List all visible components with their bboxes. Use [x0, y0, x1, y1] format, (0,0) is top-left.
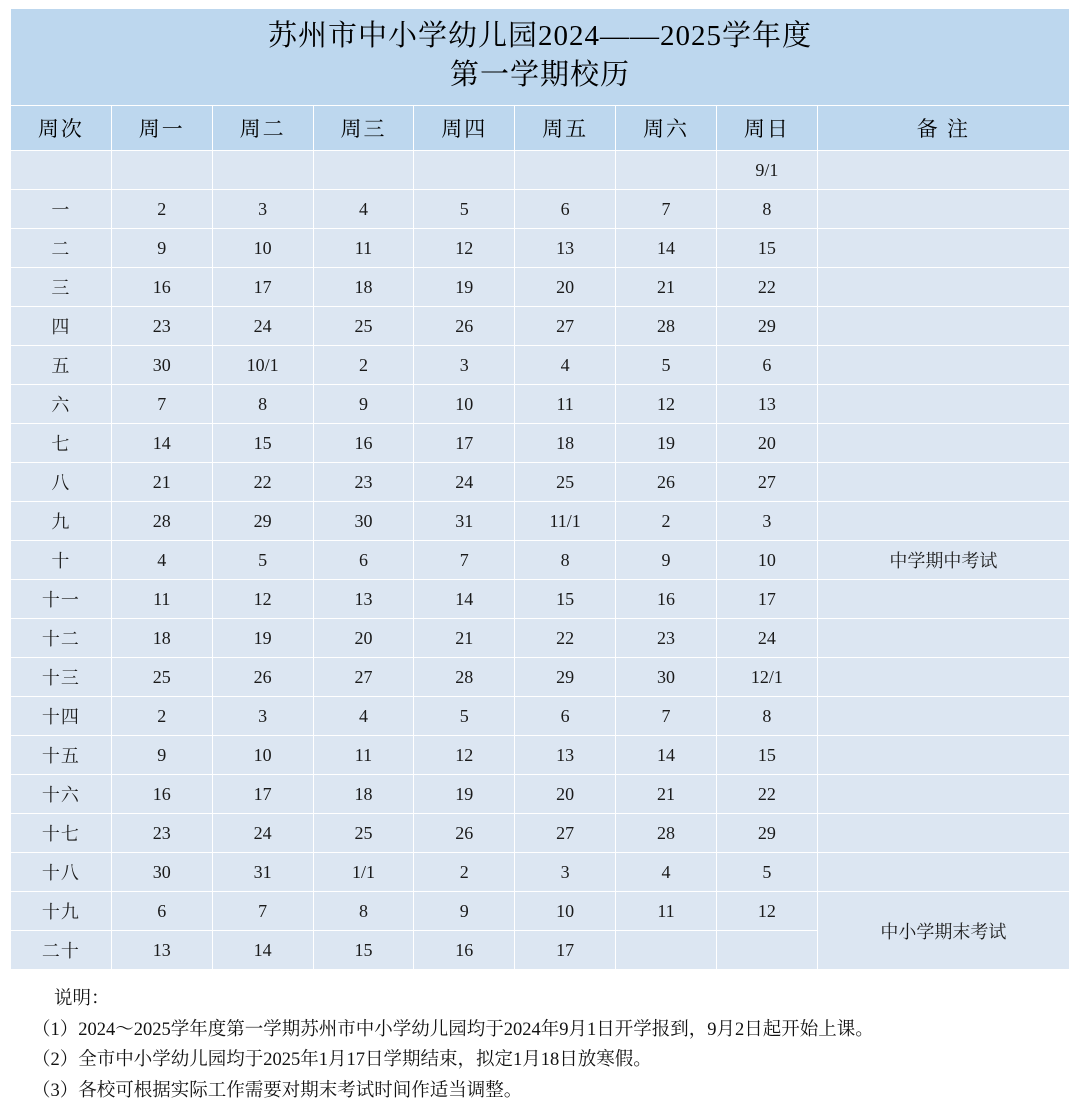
table-row	[11, 541, 1070, 580]
date-cell: 24	[212, 814, 313, 853]
date-cell: 29	[212, 502, 313, 541]
date-cell: 28	[414, 658, 515, 697]
date-cell: 9/1	[716, 151, 817, 190]
week-number-cell: 十三	[11, 658, 112, 697]
remark-cell	[817, 736, 1069, 775]
date-cell: 18	[313, 775, 414, 814]
table-row	[11, 697, 1070, 736]
date-cell: 10/1	[212, 346, 313, 385]
date-cell: 5	[414, 190, 515, 229]
date-cell: 20	[515, 268, 616, 307]
date-cell: 19	[212, 619, 313, 658]
date-cell: 16	[414, 931, 515, 970]
date-cell: 10	[212, 736, 313, 775]
remark-cell	[817, 853, 1069, 892]
remark-cell	[817, 424, 1069, 463]
date-cell: 5	[616, 346, 717, 385]
column-header-monday: 周一	[111, 106, 212, 151]
table-row	[11, 190, 1070, 229]
week-number-cell: 二	[11, 229, 112, 268]
date-cell: 15	[716, 229, 817, 268]
date-cell: 11	[111, 580, 212, 619]
date-cell: 23	[111, 814, 212, 853]
remark-cell	[817, 658, 1069, 697]
date-cell: 8	[212, 385, 313, 424]
week-number-cell: 六	[11, 385, 112, 424]
date-cell: 18	[515, 424, 616, 463]
remark-cell	[817, 619, 1069, 658]
week-number-cell	[11, 151, 112, 190]
date-cell: 2	[414, 853, 515, 892]
date-cell: 11/1	[515, 502, 616, 541]
date-cell: 30	[111, 853, 212, 892]
date-cell: 24	[212, 307, 313, 346]
column-header-week: 周次	[11, 106, 112, 151]
date-cell: 27	[515, 814, 616, 853]
date-cell: 14	[111, 424, 212, 463]
table-row	[11, 736, 1070, 775]
date-cell: 15	[716, 736, 817, 775]
table-row	[11, 424, 1070, 463]
calendar-column-headers	[11, 106, 1070, 151]
date-cell: 4	[111, 541, 212, 580]
date-cell: 12	[616, 385, 717, 424]
date-cell: 21	[111, 463, 212, 502]
table-row	[11, 151, 1070, 190]
date-cell: 19	[414, 775, 515, 814]
title-line-1: 苏州市中小学幼儿园2024——2025学年度	[267, 20, 812, 52]
date-cell: 28	[616, 307, 717, 346]
notes-section	[10, 984, 1070, 1106]
date-cell: 3	[515, 853, 616, 892]
date-cell: 16	[111, 775, 212, 814]
column-header-tuesday: 周二	[212, 106, 313, 151]
date-cell: 2	[313, 346, 414, 385]
date-cell: 12/1	[716, 658, 817, 697]
date-cell	[414, 151, 515, 190]
date-cell	[616, 151, 717, 190]
date-cell: 28	[111, 502, 212, 541]
date-cell: 9	[313, 385, 414, 424]
remark-cell	[817, 268, 1069, 307]
date-cell: 6	[515, 190, 616, 229]
column-header-remark: 备 注	[817, 106, 1069, 151]
date-cell: 10	[414, 385, 515, 424]
week-number-cell: 十	[11, 541, 112, 580]
date-cell	[313, 151, 414, 190]
date-cell: 9	[111, 736, 212, 775]
date-cell	[212, 151, 313, 190]
date-cell: 21	[616, 775, 717, 814]
date-cell: 22	[515, 619, 616, 658]
date-cell: 15	[515, 580, 616, 619]
calendar-body	[11, 151, 1070, 970]
date-cell: 17	[414, 424, 515, 463]
week-number-cell: 四	[11, 307, 112, 346]
date-cell: 2	[616, 502, 717, 541]
date-cell: 10	[212, 229, 313, 268]
date-cell: 23	[616, 619, 717, 658]
date-cell: 14	[212, 931, 313, 970]
date-cell: 14	[616, 736, 717, 775]
date-cell: 27	[313, 658, 414, 697]
week-number-cell: 十四	[11, 697, 112, 736]
note-item: （3）各校可根据实际工作需要对期末考试时间作适当调整。	[32, 1080, 523, 1101]
remark-cell	[817, 697, 1069, 736]
week-number-cell: 十一	[11, 580, 112, 619]
date-cell: 30	[111, 346, 212, 385]
date-cell: 10	[716, 541, 817, 580]
date-cell: 15	[313, 931, 414, 970]
date-cell: 20	[515, 775, 616, 814]
date-cell: 22	[212, 463, 313, 502]
date-cell: 6	[716, 346, 817, 385]
week-number-cell: 十九	[11, 892, 112, 931]
notes-label: 说明：	[54, 989, 110, 1010]
column-header-thursday: 周四	[414, 106, 515, 151]
table-row	[11, 502, 1070, 541]
date-cell: 22	[716, 268, 817, 307]
week-number-cell: 一	[11, 190, 112, 229]
week-number-cell: 十五	[11, 736, 112, 775]
date-cell: 3	[716, 502, 817, 541]
date-cell: 12	[414, 229, 515, 268]
week-number-cell: 九	[11, 502, 112, 541]
date-cell: 12	[716, 892, 817, 931]
calendar-title-row	[11, 9, 1070, 106]
date-cell: 9	[111, 229, 212, 268]
title-line-2: 第一学期校历	[449, 59, 630, 92]
date-cell: 18	[313, 268, 414, 307]
date-cell: 26	[616, 463, 717, 502]
date-cell: 17	[212, 268, 313, 307]
date-cell: 6	[313, 541, 414, 580]
date-cell: 23	[313, 463, 414, 502]
date-cell: 4	[616, 853, 717, 892]
date-cell: 31	[212, 853, 313, 892]
page-title	[11, 9, 1070, 106]
week-number-cell: 十二	[11, 619, 112, 658]
date-cell: 11	[515, 385, 616, 424]
remark-cell	[817, 814, 1069, 853]
date-cell: 7	[616, 190, 717, 229]
date-cell: 29	[515, 658, 616, 697]
remark-cell	[817, 502, 1069, 541]
date-cell: 26	[212, 658, 313, 697]
date-cell: 25	[313, 814, 414, 853]
date-cell: 13	[515, 229, 616, 268]
date-cell: 9	[616, 541, 717, 580]
date-cell: 12	[414, 736, 515, 775]
date-cell: 28	[616, 814, 717, 853]
calendar-header	[11, 9, 1070, 151]
week-number-cell: 三	[11, 268, 112, 307]
date-cell: 13	[716, 385, 817, 424]
date-cell: 3	[414, 346, 515, 385]
remark-cell	[817, 385, 1069, 424]
week-number-cell: 二十	[11, 931, 112, 970]
date-cell: 31	[414, 502, 515, 541]
remark-cell: 中小学期末考试	[817, 892, 1069, 970]
remark-cell	[817, 190, 1069, 229]
date-cell: 11	[313, 736, 414, 775]
date-cell: 5	[414, 697, 515, 736]
week-number-cell: 十六	[11, 775, 112, 814]
date-cell: 14	[616, 229, 717, 268]
date-cell: 24	[414, 463, 515, 502]
table-row	[11, 775, 1070, 814]
week-number-cell: 十七	[11, 814, 112, 853]
date-cell: 4	[515, 346, 616, 385]
date-cell: 4	[313, 697, 414, 736]
column-header-wednesday: 周三	[313, 106, 414, 151]
table-row	[11, 853, 1070, 892]
date-cell: 13	[313, 580, 414, 619]
date-cell: 20	[716, 424, 817, 463]
date-cell: 11	[313, 229, 414, 268]
column-header-saturday: 周六	[616, 106, 717, 151]
date-cell: 27	[716, 463, 817, 502]
remark-cell	[817, 151, 1069, 190]
date-cell: 13	[515, 736, 616, 775]
date-cell: 11	[616, 892, 717, 931]
date-cell: 25	[313, 307, 414, 346]
week-number-cell: 八	[11, 463, 112, 502]
date-cell: 22	[716, 775, 817, 814]
date-cell: 16	[616, 580, 717, 619]
remark-cell	[817, 307, 1069, 346]
date-cell: 5	[212, 541, 313, 580]
date-cell: 10	[515, 892, 616, 931]
date-cell: 19	[414, 268, 515, 307]
date-cell: 30	[616, 658, 717, 697]
date-cell: 17	[515, 931, 616, 970]
date-cell: 15	[212, 424, 313, 463]
date-cell: 7	[414, 541, 515, 580]
date-cell	[515, 151, 616, 190]
date-cell: 2	[111, 697, 212, 736]
date-cell: 14	[414, 580, 515, 619]
date-cell: 7	[616, 697, 717, 736]
table-row	[11, 892, 1070, 931]
date-cell: 21	[616, 268, 717, 307]
column-header-friday: 周五	[515, 106, 616, 151]
date-cell: 30	[313, 502, 414, 541]
date-cell: 5	[716, 853, 817, 892]
date-cell	[111, 151, 212, 190]
date-cell: 16	[313, 424, 414, 463]
date-cell: 6	[111, 892, 212, 931]
date-cell	[716, 931, 817, 970]
week-number-cell: 十八	[11, 853, 112, 892]
column-header-sunday: 周日	[716, 106, 817, 151]
date-cell: 26	[414, 307, 515, 346]
date-cell: 8	[716, 697, 817, 736]
date-cell: 29	[716, 814, 817, 853]
date-cell: 13	[111, 931, 212, 970]
date-cell: 19	[616, 424, 717, 463]
date-cell: 16	[111, 268, 212, 307]
date-cell: 25	[111, 658, 212, 697]
remark-cell	[817, 229, 1069, 268]
table-row	[11, 307, 1070, 346]
table-row	[11, 814, 1070, 853]
date-cell: 8	[313, 892, 414, 931]
date-cell: 18	[111, 619, 212, 658]
week-number-cell: 七	[11, 424, 112, 463]
date-cell: 25	[515, 463, 616, 502]
date-cell: 27	[515, 307, 616, 346]
date-cell: 4	[313, 190, 414, 229]
date-cell	[616, 931, 717, 970]
date-cell: 2	[111, 190, 212, 229]
remark-cell	[817, 346, 1069, 385]
date-cell: 7	[111, 385, 212, 424]
date-cell: 3	[212, 190, 313, 229]
date-cell: 24	[716, 619, 817, 658]
date-cell: 7	[212, 892, 313, 931]
date-cell: 29	[716, 307, 817, 346]
remark-cell	[817, 775, 1069, 814]
note-item: （2）全市中小学幼儿园均于2025年1月17日学期结束，拟定1月18日放寒假。	[32, 1050, 652, 1071]
table-row	[11, 463, 1070, 502]
table-row	[11, 619, 1070, 658]
remark-cell	[817, 463, 1069, 502]
remark-cell	[817, 580, 1069, 619]
table-row	[11, 385, 1070, 424]
date-cell: 8	[515, 541, 616, 580]
note-item: （1）2024～2025学年度第一学期苏州市中小学幼儿园均于2024年9月1日开学报到，9月2日起开始上课。	[32, 1019, 874, 1040]
date-cell: 12	[212, 580, 313, 619]
date-cell: 9	[414, 892, 515, 931]
date-cell: 21	[414, 619, 515, 658]
date-cell: 20	[313, 619, 414, 658]
date-cell: 1/1	[313, 853, 414, 892]
table-row	[11, 580, 1070, 619]
table-row	[11, 229, 1070, 268]
date-cell: 6	[515, 697, 616, 736]
date-cell: 26	[414, 814, 515, 853]
date-cell: 17	[212, 775, 313, 814]
table-row	[11, 346, 1070, 385]
date-cell: 3	[212, 697, 313, 736]
table-row	[11, 268, 1070, 307]
table-row	[11, 658, 1070, 697]
date-cell: 17	[716, 580, 817, 619]
date-cell: 8	[716, 190, 817, 229]
date-cell: 23	[111, 307, 212, 346]
school-calendar-table	[10, 8, 1070, 970]
remark-cell: 中学期中考试	[817, 541, 1069, 580]
week-number-cell: 五	[11, 346, 112, 385]
